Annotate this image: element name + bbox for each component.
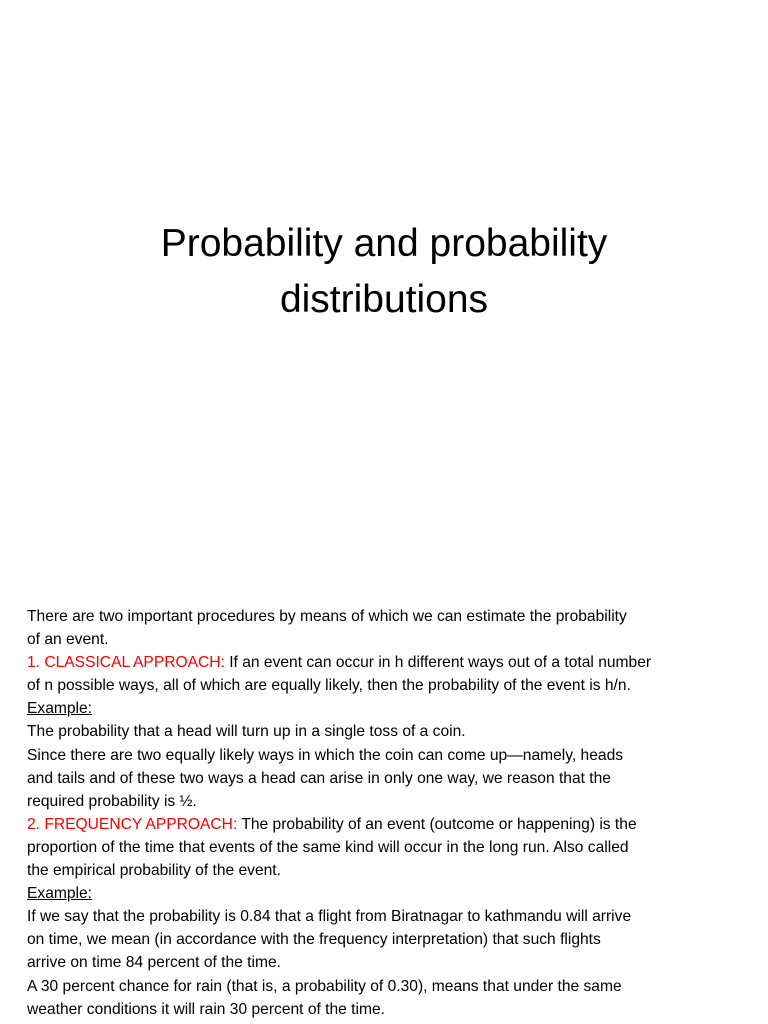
- page-title: [60, 216, 708, 328]
- example-2-line-1: If we say that the probability is 0.84 that a flight from Biratnagar to kathmandu will arrive: [27, 908, 632, 926]
- example-1-line-4: required probability is ½.: [27, 792, 197, 810]
- example-2-line-5: weather conditions it will rain 30 percent of the time.: [27, 1000, 385, 1018]
- classical-line-2: of n possible ways, all of which are equally likely, then the probability of the event is h/n.: [27, 677, 631, 695]
- example-1-line-1: The probability that a head will turn up in a single toss of a coin.: [27, 723, 466, 741]
- intro-line-2: of an event.: [27, 631, 109, 649]
- classical-paragraph-line-1: [27, 651, 743, 674]
- frequency-line-3: the empirical probability of the event.: [27, 862, 281, 880]
- example-2-label-line: [27, 882, 743, 905]
- example-1-label-line: [27, 697, 743, 720]
- example-2-line-3: arrive on time 84 percent of the time.: [27, 954, 281, 972]
- classical-line-1-rest: If an event can occur in h different ways out of a total number: [224, 654, 652, 672]
- frequency-line-2: proportion of the time that events of the same kind will occur in the long run. Also called: [27, 838, 629, 856]
- example-1-label: Example:: [27, 700, 93, 718]
- title-line-1: Probability and probability: [160, 222, 608, 266]
- title-line-2: distributions: [279, 278, 489, 322]
- example-2-label: Example:: [27, 885, 93, 903]
- frequency-approach-heading: 2. FREQUENCY APPROACH:: [27, 815, 238, 833]
- content-body: [27, 605, 743, 1021]
- frequency-paragraph-line-1: [27, 813, 743, 836]
- intro-line-1: There are two important procedures by means of which we can estimate the probability: [27, 608, 627, 625]
- classical-approach-heading: 1. CLASSICAL APPROACH:: [27, 654, 225, 672]
- frequency-line-1-rest: The probability of an event (outcome or happening) is the: [237, 815, 637, 833]
- example-2-line-2: on time, we mean (in accordance with the frequency interpretation) that such flights: [27, 931, 601, 949]
- example-1-line-2: Since there are two equally likely ways in which the coin can come up—namely, heads: [27, 746, 624, 764]
- example-2-line-4: A 30 percent chance for rain (that is, a probability of 0.30), means that under the same: [27, 977, 622, 995]
- example-1-line-3: and tails and of these two ways a head can arise in only one way, we reason that the: [27, 769, 611, 787]
